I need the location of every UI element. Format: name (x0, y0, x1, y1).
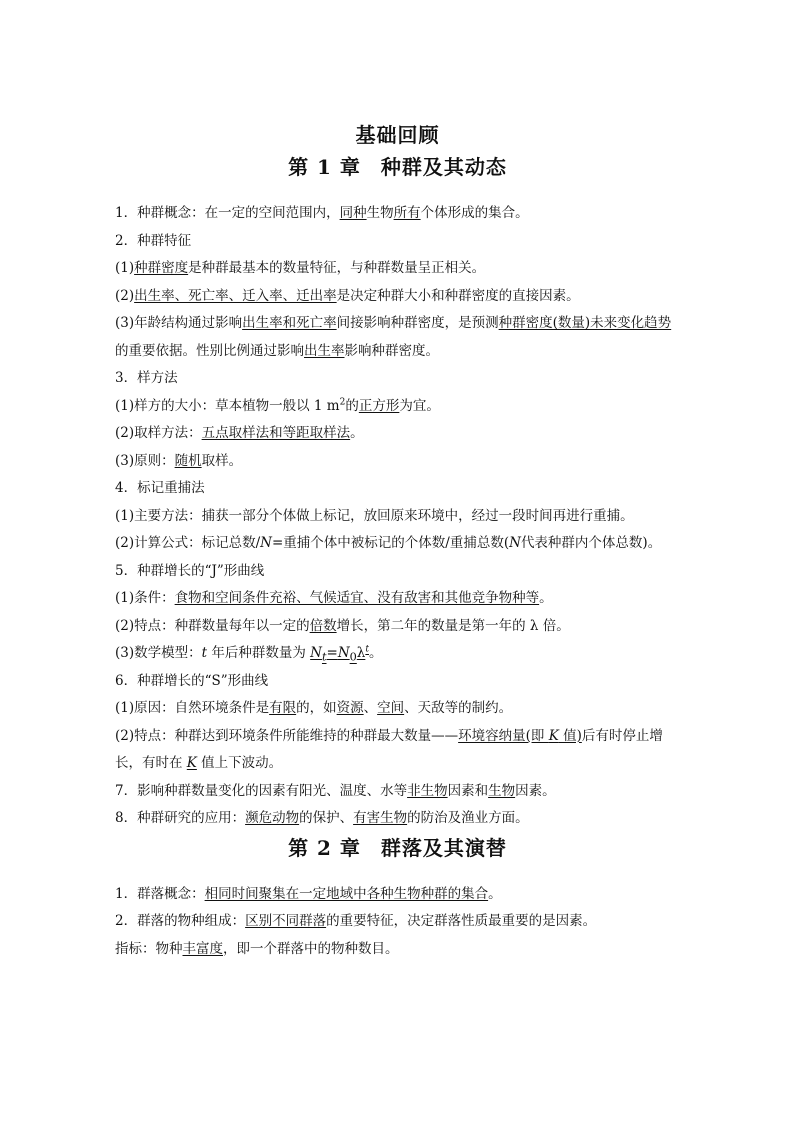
text-segment: 、 (363, 700, 378, 716)
text-segment: 1．种群概念：在一定的空间范围内， (115, 205, 340, 221)
text-segment: (1) (115, 260, 135, 276)
underlined-term: 有害生物 (353, 810, 408, 826)
underlined-term: 种群密度 (134, 260, 189, 276)
underlined-term: 生物 (488, 782, 516, 799)
text-line (115, 640, 680, 668)
text-line (115, 283, 680, 311)
text-line (115, 393, 680, 421)
text-segment: N (260, 535, 272, 551)
text-segment: 8．种群研究的应用： (115, 810, 246, 826)
text-segment: 年后种群数量为 (207, 645, 311, 661)
text-segment: (1)条件： (115, 590, 175, 606)
underlined-term: 出生率和死亡率 (242, 315, 337, 331)
chapter-1-number: 第 1 章 (288, 155, 361, 179)
text-segment: 影响种群密度。 (344, 342, 439, 359)
text-segment: 值上下波动。 (196, 755, 283, 771)
text-line (115, 420, 680, 448)
text-segment: 指标：物种 (115, 940, 183, 957)
text-line (115, 585, 680, 613)
text-line (115, 778, 680, 806)
text-segment: ，即一个群落中的物种数目。 (223, 940, 399, 957)
text-segment: =重捕个体中被标记的个体数/重捕总数( (271, 535, 510, 551)
underlined-term: t (321, 650, 327, 664)
underlined-term: 所有 (393, 205, 421, 221)
underlined-term: = (326, 645, 338, 661)
text-segment: 的防治及渔业方面。 (407, 810, 529, 826)
underlined-term: 濒危动物 (245, 810, 300, 826)
text-segment: (2) (115, 287, 135, 304)
underlined-term: 环境容纳量(即 (458, 727, 549, 744)
text-segment: 的 (345, 397, 359, 414)
text-line (115, 530, 680, 558)
text-line (115, 255, 680, 283)
text-segment: 间接影响种群密度，是预测 (336, 315, 499, 331)
text-line (115, 228, 680, 256)
text-segment: (2)特点：种群数量每年以一定的 (115, 617, 310, 634)
underlined-term: 五点取样法和等距取样法 (201, 425, 351, 441)
underlined-term: 种群密度(数量)未来变化趋势 (498, 315, 672, 331)
text-segment: 1．群落概念： (115, 885, 205, 902)
text-line (115, 805, 680, 833)
text-segment: (2)计算公式：标记总数/ (115, 535, 261, 551)
text-segment: 是种群最基本的数量特征，与种群数量呈正相关。 (188, 260, 486, 276)
text-segment: (3)数学模型： (115, 645, 202, 661)
chapter-2-body (115, 881, 680, 964)
text-segment: 取样。 (201, 452, 243, 469)
text-segment: (3)原则： (115, 452, 175, 469)
text-segment: 为宜。 (399, 397, 440, 414)
text-segment: 后有时停止增长，有时在 (115, 727, 663, 771)
underlined-term: K (186, 755, 197, 771)
underlined-term: 非生物 (407, 782, 448, 799)
chapter-1-title: 种群及其动态 (380, 155, 507, 179)
text-segment: 4．标记重捕法 (115, 480, 205, 496)
text-segment: 是决定种群大小和种群密度的直接因素。 (336, 287, 580, 304)
text-segment: t (201, 645, 208, 661)
text-segment: 、天敌等的制约。 (404, 700, 513, 716)
text-line (115, 200, 680, 228)
text-line (115, 448, 680, 476)
text-line (115, 695, 680, 723)
underlined-term: 随机 (174, 452, 202, 469)
text-line (115, 723, 680, 778)
text-segment: (1)主要方法：捕获一部分个体做上标记，放回原来环境中，经过一段时间再进行重捕。 (115, 507, 634, 524)
underlined-term: 丰富度 (182, 940, 223, 957)
text-segment: 增长，第二年的数量是第一年的 λ 倍。 (336, 617, 570, 634)
text-segment: 。 (368, 645, 383, 661)
document-content (115, 118, 680, 963)
text-segment: 代表种群内个体总数)。 (520, 535, 662, 551)
underlined-term: N (310, 645, 322, 661)
text-line (115, 908, 680, 936)
underlined-term: 0 (349, 650, 357, 664)
text-segment: 。 (539, 590, 553, 606)
text-segment: 生物 (366, 205, 394, 221)
underlined-term: 正方形 (358, 397, 400, 414)
text-line (115, 936, 680, 964)
text-segment: 的保护、 (299, 810, 354, 826)
text-segment: (2)取样方法： (115, 425, 202, 441)
page-title: 基础回顾 (355, 123, 440, 147)
text-line (115, 475, 680, 503)
text-segment: 2．群落的物种组成： (115, 913, 246, 929)
underlined-term: 同种 (339, 205, 367, 221)
text-segment: 因素和 (447, 782, 489, 799)
text-segment: 个体形成的集合。 (420, 205, 529, 221)
text-segment: 。 (488, 885, 502, 902)
text-segment: 7．影响种群数量变化的因素有阳光、温度、水等 (115, 782, 408, 799)
underlined-term: K (548, 727, 559, 744)
text-segment: 因素。 (515, 782, 556, 799)
text-line (115, 365, 680, 393)
text-segment: 的重要特征，决定群落性质最重要的是因素。 (326, 913, 597, 929)
underlined-term: 资源 (336, 700, 364, 716)
underlined-term: 食物和空间条件充裕、气候适宜、没有敌害和其他竞争物种等 (174, 590, 540, 606)
text-line (115, 668, 680, 696)
underlined-term: N (337, 645, 350, 661)
underlined-term: 出生率 (304, 342, 345, 359)
chapter-2-title: 群落及其演替 (380, 835, 507, 860)
text-segment: (1)原因：自然环境条件是 (115, 700, 270, 716)
text-line (115, 310, 680, 365)
chapter-1-heading (115, 152, 680, 182)
text-line (115, 881, 680, 909)
underlined-term: λ (356, 645, 366, 661)
chapter-1-body (115, 200, 680, 833)
underlined-term: 区别不同群落 (245, 913, 327, 929)
chapter-2-number: 第 2 章 (288, 835, 361, 860)
underlined-term: 相同时间聚集在一定地域中各种生物种群的集合 (204, 885, 489, 902)
text-segment: (1)样方的大小：草本植物一般以 1 m (115, 397, 340, 414)
text-segment: 的，如 (296, 700, 337, 716)
text-segment: 3．样方法 (115, 370, 178, 386)
text-segment: 2．种群特征 (115, 232, 192, 249)
text-segment: 2 (339, 397, 346, 407)
underlined-term: 空间 (377, 700, 405, 716)
text-line (115, 613, 680, 641)
chapter-2-heading (115, 833, 680, 863)
text-segment: 。 (350, 425, 364, 441)
text-line (115, 558, 680, 586)
underlined-term: 出生率、死亡率、迁入率、迁出率 (134, 287, 337, 304)
text-segment: 5．种群增长的“J”形曲线 (115, 562, 265, 579)
text-segment: (3)年龄结构通过影响 (115, 315, 243, 331)
text-segment: 的重要依据。性别比例通过影响 (115, 342, 304, 359)
underlined-term: 倍数 (309, 617, 337, 634)
underlined-term: 有限 (269, 700, 297, 716)
underlined-term: t (365, 644, 369, 655)
text-line (115, 503, 680, 531)
text-segment: N (509, 535, 521, 551)
text-segment: (2)特点：种群达到环境条件所能维持的种群最大数量—— (115, 727, 459, 744)
underlined-term: 值) (558, 727, 582, 744)
text-segment: 6．种群增长的“S”形曲线 (115, 672, 269, 689)
